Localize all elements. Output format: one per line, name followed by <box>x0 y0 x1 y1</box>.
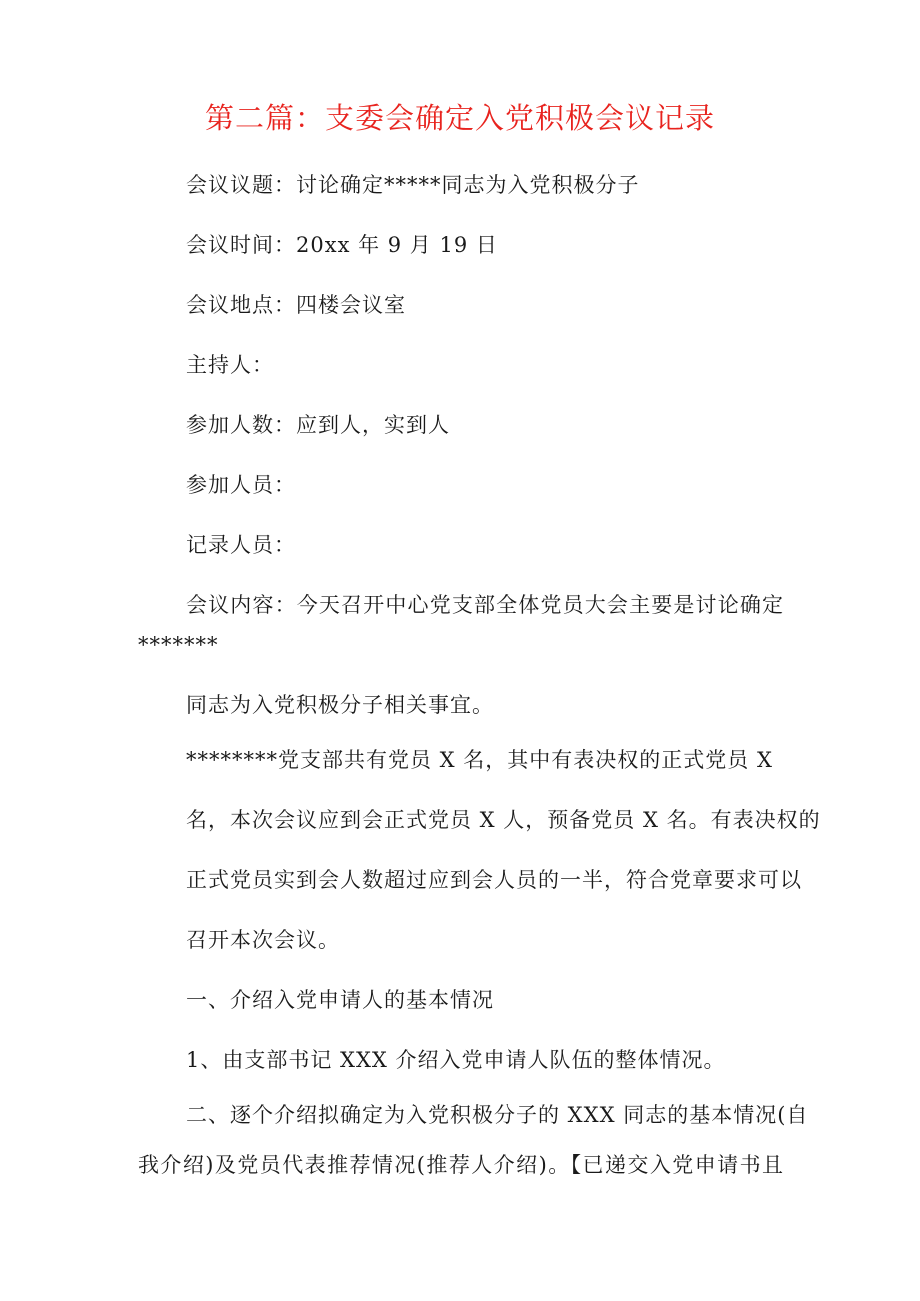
paragraph-members-line-2: 名，本次会议应到会正式党员 X 人，预备党员 X 名。有表决权的 <box>186 808 821 832</box>
document-title: 第二篇：支委会确定入党积极会议记录 <box>204 101 715 135</box>
meeting-content-line-1: 会议内容：今天召开中心党支部全体党员大会主要是讨论确定 <box>186 593 784 617</box>
meeting-location: 会议地点：四楼会议室 <box>186 293 406 317</box>
meeting-content-line-2: ******* <box>138 633 219 657</box>
paragraph-members-line-4: 召开本次会议。 <box>186 928 340 952</box>
section-item-1: 1、由支部书记 XXX 介绍入党申请人队伍的整体情况。 <box>186 1048 726 1072</box>
meeting-content-line-3: 同志为入党积极分子相关事宜。 <box>186 693 494 717</box>
meeting-time: 会议时间：20xx 年 9 月 19 日 <box>186 233 498 257</box>
meeting-topic: 会议议题：讨论确定*****同志为入党积极分子 <box>186 173 640 197</box>
attendees: 参加人员： <box>186 473 296 497</box>
attendee-count: 参加人数：应到人，实到人 <box>186 413 450 437</box>
recorder: 记录人员： <box>186 533 296 557</box>
meeting-host: 主持人： <box>186 353 274 377</box>
paragraph-members-line-1: ********党支部共有党员 X 名，其中有表决权的正式党员 X <box>186 748 773 772</box>
section-heading-2-line-1: 二、逐个介绍拟确定为入党积极分子的 XXX 同志的基本情况(自 <box>186 1103 809 1127</box>
section-heading-2-line-2: 我介绍)及党员代表推荐情况(推荐人介绍)。【已递交入党申请书且 <box>138 1153 784 1177</box>
paragraph-members-line-3: 正式党员实到会人数超过应到会人员的一半，符合党章要求可以 <box>186 868 802 892</box>
section-heading-1: 一、介绍入党申请人的基本情况 <box>186 988 494 1012</box>
